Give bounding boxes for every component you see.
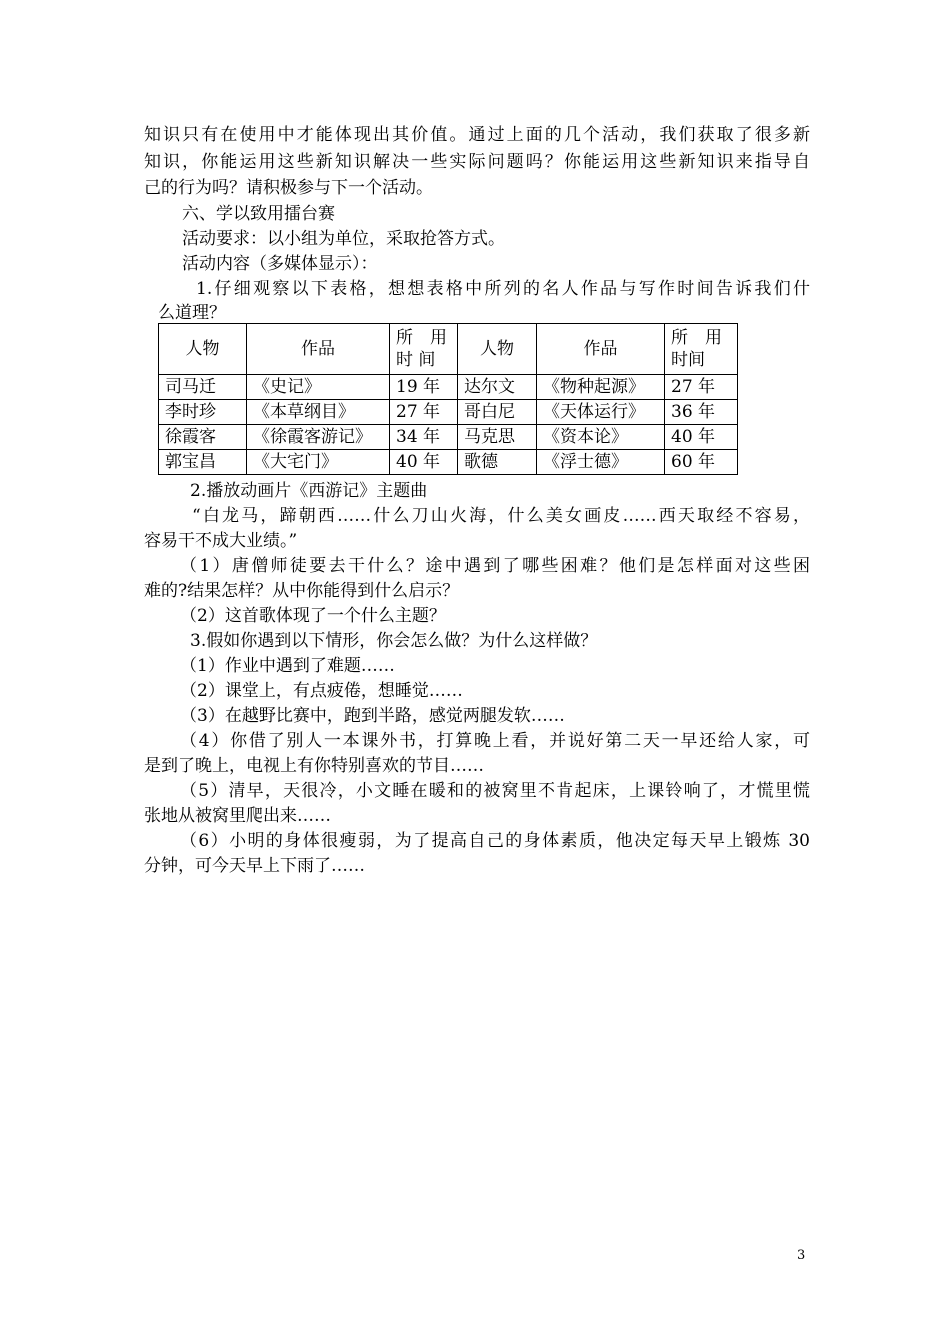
cell-work-2: 《浮士德》: [537, 450, 665, 475]
cell-person-2: 达尔文: [458, 375, 537, 400]
question-1-line-2: 么道理？: [158, 303, 226, 323]
situation-4-line-2: 是到了晚上，电视上有你特别喜欢的节目……: [144, 756, 484, 776]
page-number: 3: [797, 1248, 806, 1263]
header-person: 人物: [159, 324, 247, 375]
lyric-line-1: “白龙马，蹄朝西……什么刀山火海，什么美女画皮……西天取经不容易，: [192, 506, 810, 526]
cell-person: 郭宝昌: [159, 450, 247, 475]
activity-requirement: 活动要求：以小组为单位，采取抢答方式。: [182, 229, 505, 249]
situation-6-line-2: 分钟，可今天早上下雨了……: [144, 856, 365, 876]
cell-work: 《大宅门》: [247, 450, 390, 475]
header-time-2: 所 用 时间: [665, 324, 738, 375]
header-work: 作品: [247, 324, 390, 375]
lyric-line-2: 容易干不成大业绩。”: [144, 531, 298, 551]
situation-4-line-1: （4）你借了别人一本课外书，打算晚上看，并说好第二天一早还给人家，可: [180, 731, 810, 751]
table-header-row: [159, 324, 738, 375]
situation-2: （2）课堂上，有点疲倦，想睡觉……: [180, 681, 463, 701]
question-2-sub-2: （2）这首歌体现了一个什么主题？: [180, 606, 446, 626]
intro-line-1: 知识只有在使用中才能体现出其价值。通过上面的几个活动，我们获取了很多新: [144, 125, 810, 145]
cell-time-2: 36 年: [665, 400, 738, 425]
question-2-heading: 2.播放动画片《西游记》主题曲: [190, 481, 428, 501]
cell-time: 19 年: [390, 375, 458, 400]
cell-time-2: 60 年: [665, 450, 738, 475]
situation-5-line-2: 张地从被窝里爬出来……: [144, 806, 331, 826]
works-table: [158, 323, 738, 475]
cell-person-2: 马克思: [458, 425, 537, 450]
situation-3: （3）在越野比赛中，跑到半路，感觉两腿发软……: [180, 706, 565, 726]
cell-person: 李时珍: [159, 400, 247, 425]
cell-work: 《徐霞客游记》: [247, 425, 390, 450]
section-heading: 六、学以致用擂台赛: [182, 204, 335, 224]
header-work-2: 作品: [537, 324, 665, 375]
cell-work: 《本草纲目》: [247, 400, 390, 425]
cell-work: 《史记》: [247, 375, 390, 400]
cell-time-2: 27 年: [665, 375, 738, 400]
cell-person-2: 哥白尼: [458, 400, 537, 425]
situation-6-line-1: （6）小明的身体很瘦弱，为了提高自己的身体素质，他决定每天早上锻炼 30: [180, 831, 810, 851]
cell-time-2: 40 年: [665, 425, 738, 450]
table-row: [159, 425, 738, 450]
situation-5-line-1: （5）清早，天很冷，小文睡在暖和的被窝里不肯起床，上课铃响了，才慌里慌: [180, 781, 810, 801]
question-2-sub-1-line-1: （1）唐僧师徒要去干什么？途中遇到了哪些困难？他们是怎样面对这些困: [180, 556, 810, 576]
header-time: 所 用 时 间: [390, 324, 458, 375]
table-row: [159, 400, 738, 425]
cell-work-2: 《天体运行》: [537, 400, 665, 425]
cell-work-2: 《资本论》: [537, 425, 665, 450]
cell-person-2: 歌德: [458, 450, 537, 475]
intro-line-2: 知识，你能运用这些新知识解决一些实际问题吗？你能运用这些新知识来指导自: [144, 152, 810, 172]
cell-time: 27 年: [390, 400, 458, 425]
cell-person: 徐霞客: [159, 425, 247, 450]
question-1-line-1: 1.仔细观察以下表格，想想表格中所列的名人作品与写作时间告诉我们什: [196, 279, 810, 299]
cell-work-2: 《物种起源》: [537, 375, 665, 400]
intro-line-3: 己的行为吗？请积极参与下一个活动。: [144, 178, 433, 198]
cell-person: 司马迁: [159, 375, 247, 400]
cell-time: 40 年: [390, 450, 458, 475]
header-person-2: 人物: [458, 324, 537, 375]
table-row: [159, 450, 738, 475]
situation-1: （1）作业中遇到了难题……: [180, 656, 395, 676]
question-3-heading: 3.假如你遇到以下情形，你会怎么做？为什么这样做？: [190, 631, 598, 651]
activity-content: 活动内容（多媒体显示）：: [182, 254, 378, 274]
cell-time: 34 年: [390, 425, 458, 450]
table-row: [159, 375, 738, 400]
question-2-sub-1-line-2: 难的?结果怎样？从中你能得到什么启示？: [144, 581, 460, 601]
